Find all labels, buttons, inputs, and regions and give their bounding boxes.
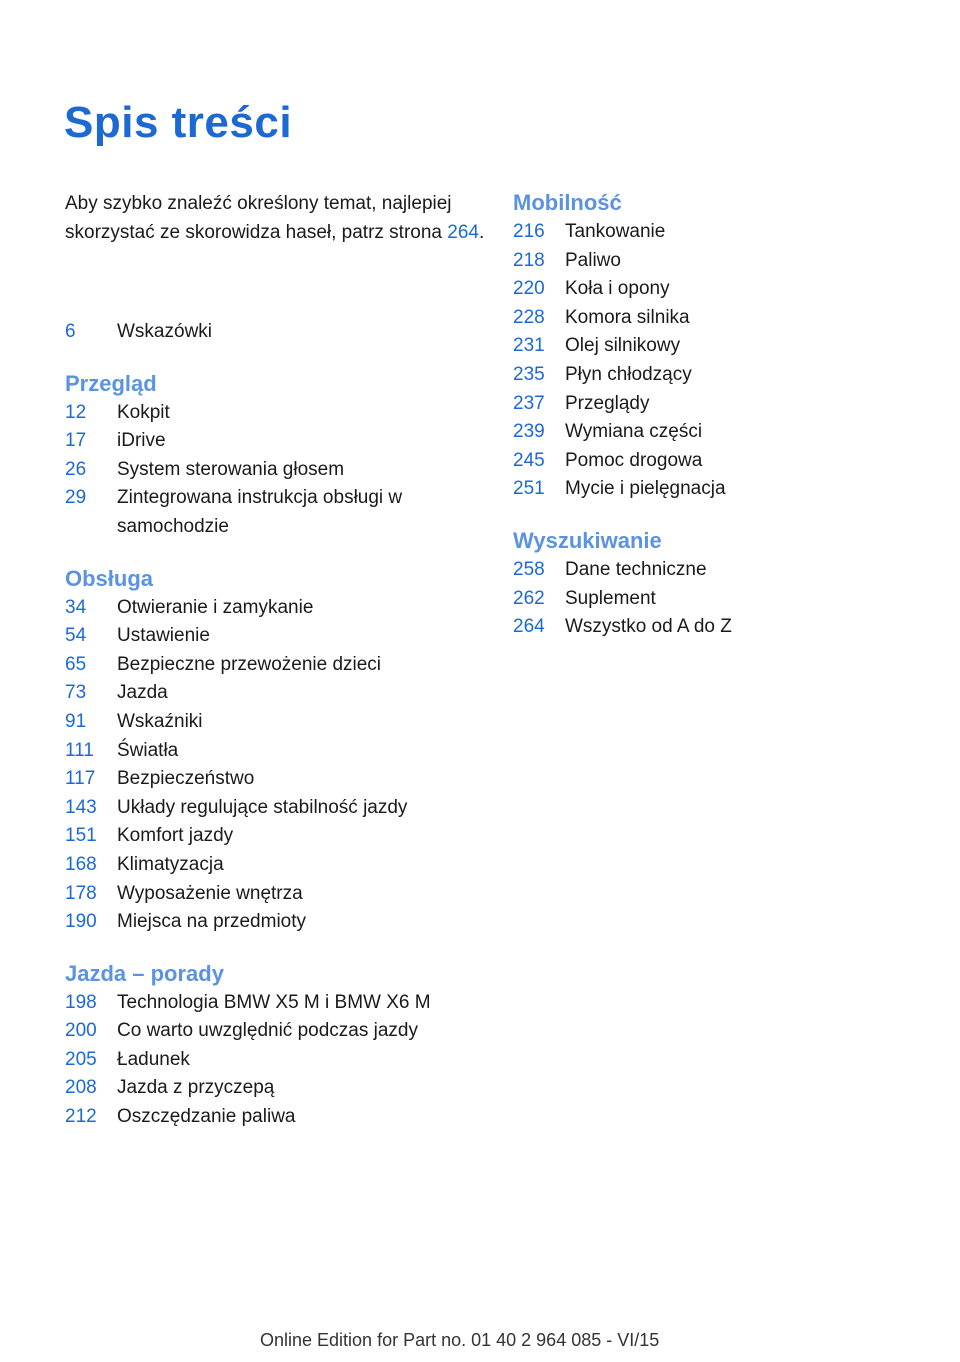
intro-paragraph bbox=[65, 190, 485, 247]
toc-entry-title[interactable]: Klimatyzacja bbox=[117, 853, 224, 875]
toc-entry-title[interactable]: Komora silnika bbox=[565, 306, 690, 328]
toc-entry-title[interactable]: Dane techniczne bbox=[565, 558, 707, 580]
intro-text: Aby szybko znaleźć określony temat, najlepiej skorzystać ze skorowidza haseł, patrz strona bbox=[65, 193, 452, 243]
toc-section bbox=[513, 526, 943, 642]
toc-page-number[interactable]: 198 bbox=[65, 991, 97, 1013]
toc-section bbox=[65, 369, 495, 542]
toc-entry-title[interactable]: Technologia BMW X5 M i BMW X6 M bbox=[117, 991, 431, 1013]
toc-entry-title[interactable]: Zintegrowana instrukcja obsługi w samochodzie bbox=[117, 487, 403, 537]
toc-entry-title[interactable]: Koła i opony bbox=[565, 278, 670, 300]
toc-entry-title[interactable]: Paliwo bbox=[565, 249, 621, 271]
toc-entry-title[interactable]: Wymiana części bbox=[565, 421, 703, 443]
toc-page-number[interactable]: 190 bbox=[65, 911, 97, 933]
toc-entry[interactable] bbox=[65, 399, 495, 428]
toc-entry[interactable] bbox=[65, 679, 495, 708]
toc-entry[interactable] bbox=[513, 304, 943, 333]
toc-entry[interactable] bbox=[65, 1046, 495, 1075]
toc-entry[interactable] bbox=[65, 737, 495, 766]
toc-entry-title[interactable]: Światła bbox=[117, 739, 179, 761]
toc-entry[interactable] bbox=[513, 218, 943, 247]
toc-entry-title[interactable]: Kokpit bbox=[117, 401, 170, 423]
toc-entry[interactable] bbox=[513, 275, 943, 304]
toc-entry[interactable] bbox=[513, 361, 943, 390]
toc-entry[interactable] bbox=[513, 418, 943, 447]
toc-section-heading: Przegląd bbox=[65, 370, 157, 396]
toc-entry[interactable] bbox=[65, 908, 495, 937]
toc-left-column bbox=[65, 318, 495, 1132]
toc-entry-title[interactable]: Ładunek bbox=[117, 1048, 190, 1070]
toc-entry-title[interactable]: Olej silnikowy bbox=[565, 335, 681, 357]
toc-section-heading: Obsługa bbox=[65, 565, 154, 591]
toc-entry-title[interactable]: Przeglądy bbox=[565, 392, 650, 414]
toc-entry[interactable] bbox=[65, 794, 495, 823]
toc-entry-title[interactable]: Suplement bbox=[565, 587, 656, 609]
section-spacer bbox=[513, 504, 943, 526]
toc-entry[interactable] bbox=[65, 851, 495, 880]
toc-entry[interactable] bbox=[65, 622, 495, 651]
toc-entry-title[interactable]: Wskazówki bbox=[117, 321, 213, 342]
toc-page-number[interactable]: 264 bbox=[513, 616, 545, 638]
toc-entry[interactable] bbox=[65, 456, 495, 485]
footer-edition-note: Online Edition for Part no. 01 40 2 964 085 - VI/15 bbox=[260, 1330, 660, 1350]
toc-entry-title[interactable]: Wyposażenie wnętrza bbox=[117, 882, 303, 904]
toc-entry[interactable] bbox=[513, 390, 943, 419]
toc-entry-title[interactable]: Komfort jazdy bbox=[117, 825, 234, 847]
toc-entry[interactable] bbox=[65, 708, 495, 737]
toc-entry-title[interactable]: System sterowania głosem bbox=[117, 458, 345, 480]
toc-section-heading: Jazda – porady bbox=[65, 960, 224, 986]
toc-entry[interactable] bbox=[513, 247, 943, 276]
toc-page-number[interactable]: 12 bbox=[65, 401, 87, 423]
toc-entry[interactable] bbox=[513, 613, 943, 642]
toc-entry-title[interactable]: Oszczędzanie paliwa bbox=[117, 1106, 296, 1128]
toc-page-number[interactable]: 26 bbox=[65, 458, 87, 480]
toc-page-number[interactable]: 178 bbox=[65, 882, 97, 904]
toc-section-heading: Mobilność bbox=[513, 190, 622, 215]
toc-entry[interactable] bbox=[65, 1103, 495, 1132]
toc-entry-title[interactable]: Co warto uwzględnić podczas jazdy bbox=[117, 1020, 418, 1042]
toc-section bbox=[513, 188, 943, 504]
toc-section bbox=[65, 564, 495, 937]
toc-page-number[interactable]: 251 bbox=[513, 478, 545, 500]
page-title: Spis treści bbox=[64, 98, 293, 147]
toc-entry-title[interactable]: Płyn chłodzący bbox=[565, 363, 692, 385]
section-spacer bbox=[65, 937, 495, 959]
toc-page-number[interactable]: 218 bbox=[513, 249, 545, 271]
toc-page-number[interactable]: 200 bbox=[65, 1020, 97, 1042]
toc-page-number[interactable]: 216 bbox=[513, 221, 545, 242]
toc-page-number[interactable]: 262 bbox=[513, 587, 545, 609]
toc-page-number[interactable]: 239 bbox=[513, 421, 545, 443]
toc-entry[interactable] bbox=[65, 1017, 495, 1046]
toc-page-number[interactable]: 143 bbox=[65, 796, 97, 818]
toc-entry[interactable] bbox=[65, 318, 495, 347]
toc-page-number[interactable]: 54 bbox=[65, 625, 87, 647]
toc-page-number[interactable]: 73 bbox=[65, 682, 87, 704]
toc-entry-title[interactable]: Mycie i pielęgnacja bbox=[565, 478, 726, 500]
toc-page-number[interactable]: 34 bbox=[65, 596, 87, 618]
toc-page-number[interactable]: 29 bbox=[65, 487, 87, 509]
toc-entry-title[interactable]: iDrive bbox=[117, 430, 166, 452]
toc-page-number[interactable]: 231 bbox=[513, 335, 545, 357]
toc-entry-title[interactable]: Jazda bbox=[117, 682, 168, 704]
toc-page-number[interactable]: 17 bbox=[65, 430, 87, 452]
toc-entry[interactable] bbox=[513, 585, 943, 614]
toc-entry-title[interactable]: Wszystko od A do Z bbox=[565, 616, 732, 638]
toc-page-number[interactable]: 228 bbox=[513, 306, 545, 328]
toc-entry-title[interactable]: Ustawienie bbox=[117, 625, 210, 647]
toc-entry[interactable] bbox=[513, 556, 943, 585]
toc-entry-title[interactable]: Bezpieczne przewożenie dzieci bbox=[117, 653, 382, 675]
toc-right-column bbox=[513, 188, 943, 642]
toc-page-number[interactable]: 208 bbox=[65, 1077, 97, 1099]
toc-page-number[interactable]: 151 bbox=[65, 825, 97, 847]
toc-entry[interactable] bbox=[513, 332, 943, 361]
toc-page-number[interactable]: 6 bbox=[65, 321, 76, 342]
toc-page-number[interactable]: 212 bbox=[65, 1106, 97, 1128]
toc-entry-title[interactable]: Miejsca na przedmioty bbox=[117, 911, 307, 933]
toc-page-number[interactable]: 235 bbox=[513, 363, 545, 385]
toc-section-heading: Wyszukiwanie bbox=[513, 527, 662, 553]
toc-entry[interactable] bbox=[65, 822, 495, 851]
toc-page-number[interactable]: 258 bbox=[513, 558, 545, 580]
toc-page-number[interactable]: 220 bbox=[513, 278, 545, 300]
toc-page-number[interactable]: 65 bbox=[65, 653, 87, 675]
toc-entry[interactable] bbox=[65, 765, 495, 794]
toc-page-number[interactable]: 245 bbox=[513, 449, 545, 471]
toc-page-number[interactable]: 117 bbox=[65, 768, 96, 790]
toc-page-number[interactable]: 168 bbox=[65, 853, 97, 875]
toc-entry-title[interactable]: Tankowanie bbox=[565, 221, 666, 242]
toc-page-number[interactable]: 237 bbox=[513, 392, 545, 414]
toc-entry[interactable] bbox=[65, 651, 495, 680]
toc-entry[interactable] bbox=[65, 484, 495, 541]
toc-entry[interactable] bbox=[65, 427, 495, 456]
toc-section bbox=[65, 959, 495, 1132]
toc-entry-title[interactable]: Pomoc drogowa bbox=[565, 449, 703, 471]
toc-page-number[interactable]: 111 bbox=[65, 739, 94, 761]
intro-end: . bbox=[478, 221, 485, 243]
toc-page-number[interactable]: 205 bbox=[65, 1048, 97, 1070]
toc-entry[interactable] bbox=[65, 594, 495, 623]
toc-entry-title[interactable]: Bezpieczeństwo bbox=[117, 768, 255, 790]
toc-entry-title[interactable]: Otwieranie i zamykanie bbox=[117, 596, 314, 618]
toc-entry[interactable] bbox=[65, 880, 495, 909]
toc-page-number[interactable]: 91 bbox=[65, 710, 87, 732]
toc-entry[interactable] bbox=[513, 447, 943, 476]
toc-entry-title[interactable]: Wskaźniki bbox=[117, 710, 203, 732]
section-spacer bbox=[65, 542, 495, 564]
section-spacer bbox=[65, 347, 495, 369]
toc-entry-title[interactable]: Jazda z przyczepą bbox=[117, 1077, 275, 1099]
toc-entry-title[interactable]: Układy regulujące stabilność jazdy bbox=[117, 796, 408, 818]
toc-entry[interactable] bbox=[65, 1074, 495, 1103]
intro-page-link[interactable]: 264 bbox=[447, 221, 479, 243]
toc-entry[interactable] bbox=[513, 475, 943, 504]
toc-entry[interactable] bbox=[65, 989, 495, 1018]
